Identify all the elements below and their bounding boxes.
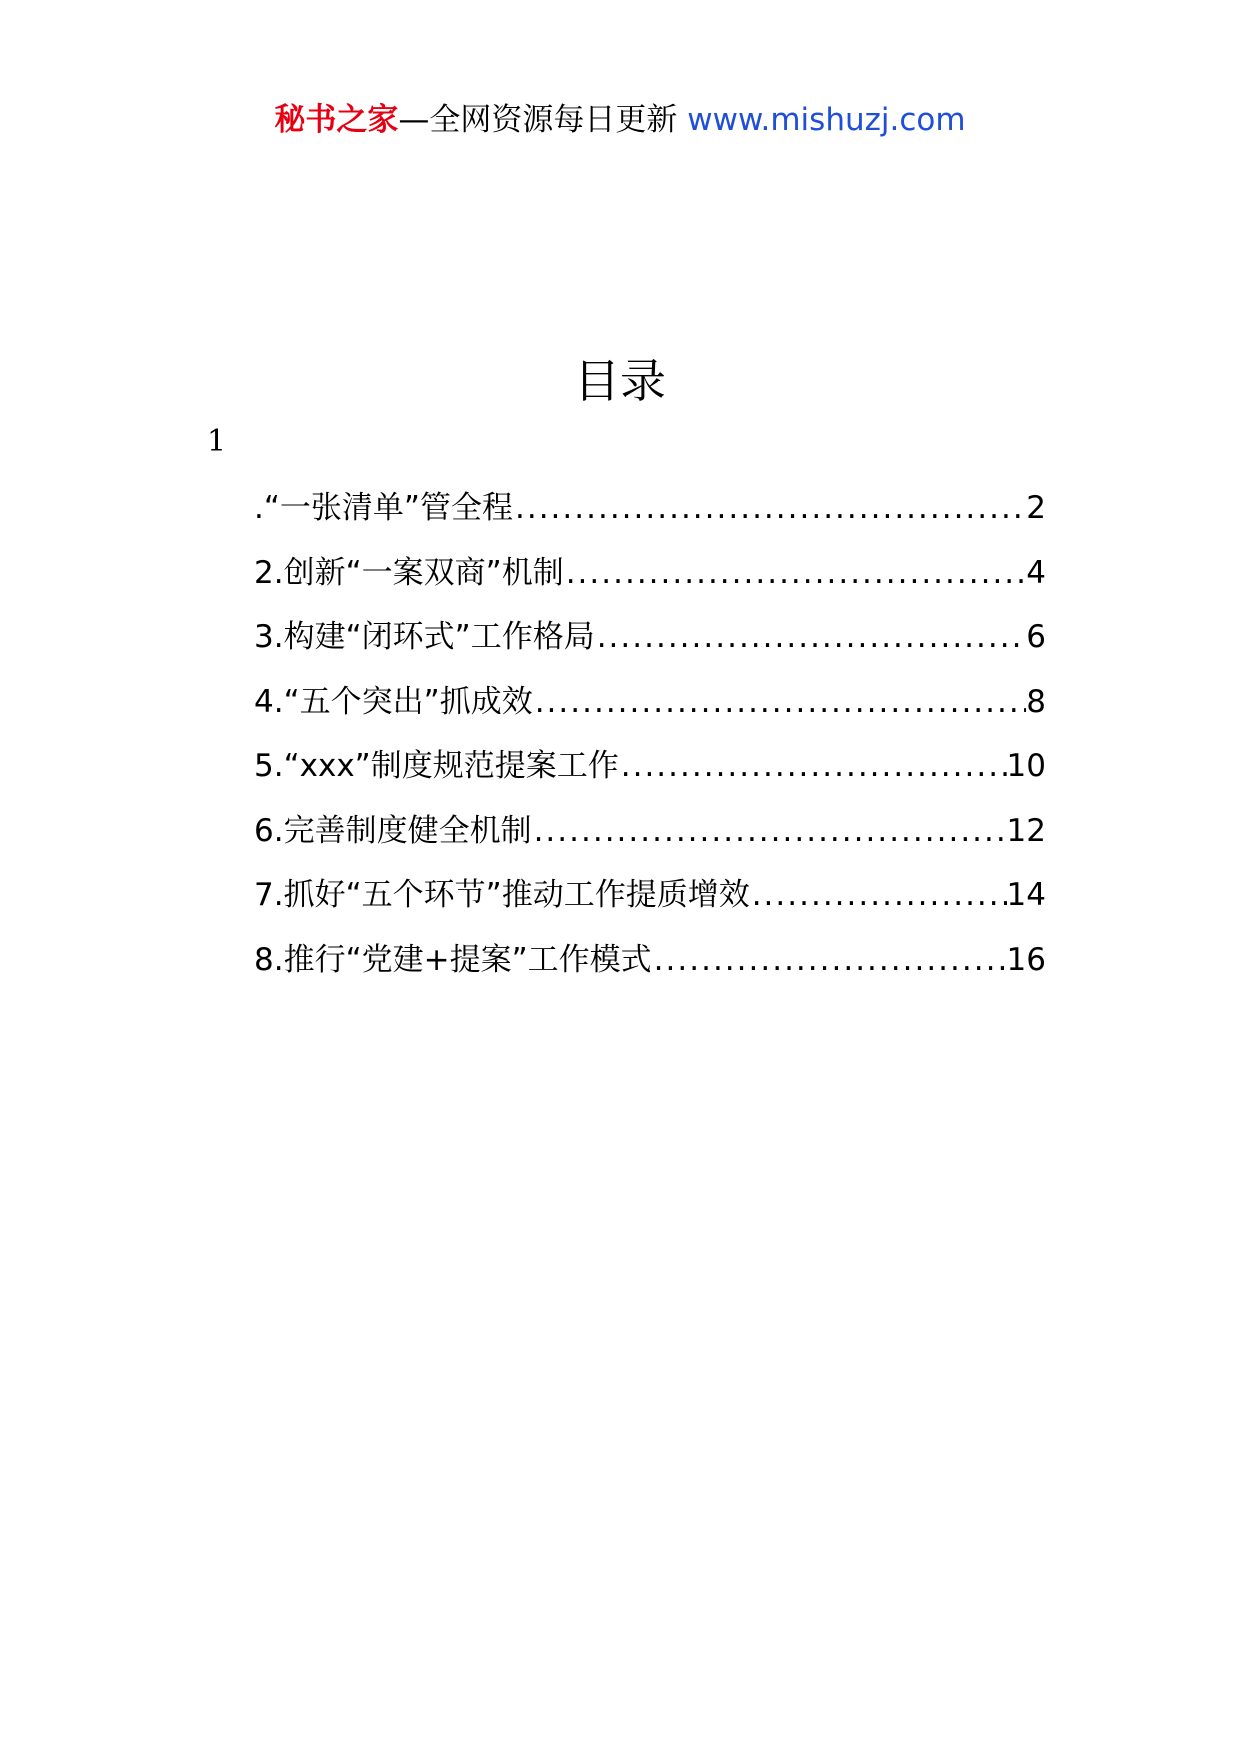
toc-entry[interactable] (254, 680, 1046, 745)
toc-dot-leader (532, 809, 1007, 853)
toc-entry-page: 2 (1026, 490, 1046, 526)
toc-entry-page: 6 (1026, 619, 1046, 655)
toc-entry-page: 10 (1006, 748, 1046, 784)
toc-entry[interactable] (254, 551, 1046, 616)
table-of-contents (254, 486, 1046, 1002)
toc-entry-page: 16 (1006, 941, 1046, 978)
toc-entry-label: 2.创新“一案双商”机制 (254, 554, 564, 591)
toc-dot-leader (750, 873, 1007, 917)
toc-entry-page: 12 (1006, 812, 1046, 849)
toc-title: 目录 (574, 354, 666, 408)
toc-dot-leader (513, 486, 1026, 530)
site-brand: 秘书之家 (274, 102, 399, 138)
toc-entry-label: 3.构建“闭环式”工作格局 (254, 619, 595, 655)
toc-entry[interactable] (254, 938, 1046, 1003)
toc-entry-page: 14 (1006, 877, 1046, 913)
site-tagline: —全网资源每日更新 (398, 102, 678, 138)
toc-entry[interactable] (254, 873, 1046, 938)
toc-entry[interactable] (254, 486, 1046, 551)
toc-dot-leader (533, 680, 1027, 724)
toc-entry[interactable] (254, 809, 1046, 874)
page-number-marker: 1 (207, 424, 227, 459)
toc-dot-leader (619, 744, 1007, 788)
toc-dot-leader (652, 938, 1007, 982)
toc-entry-label: 6.完善制度健全机制 (254, 812, 532, 849)
toc-entry-page: 8 (1026, 683, 1046, 720)
toc-entry-label: 4.“五个突出”抓成效 (254, 683, 533, 720)
toc-entry[interactable] (254, 744, 1046, 809)
toc-dot-leader (595, 615, 1027, 659)
toc-entry-label: 7.抓好“五个环节”推动工作提质增效 (254, 877, 750, 913)
toc-entry-label: .“一张清单”管全程 (254, 490, 513, 526)
toc-entry-page: 4 (1026, 554, 1046, 591)
site-url-link[interactable]: www.mishuzj.com (687, 102, 966, 138)
site-header (0, 100, 1240, 140)
toc-entry-label: 8.推行“党建+提案”工作模式 (254, 941, 652, 978)
toc-entry[interactable] (254, 615, 1046, 680)
toc-dot-leader (564, 551, 1027, 595)
toc-entry-label: 5.“xxx”制度规范提案工作 (254, 748, 619, 784)
